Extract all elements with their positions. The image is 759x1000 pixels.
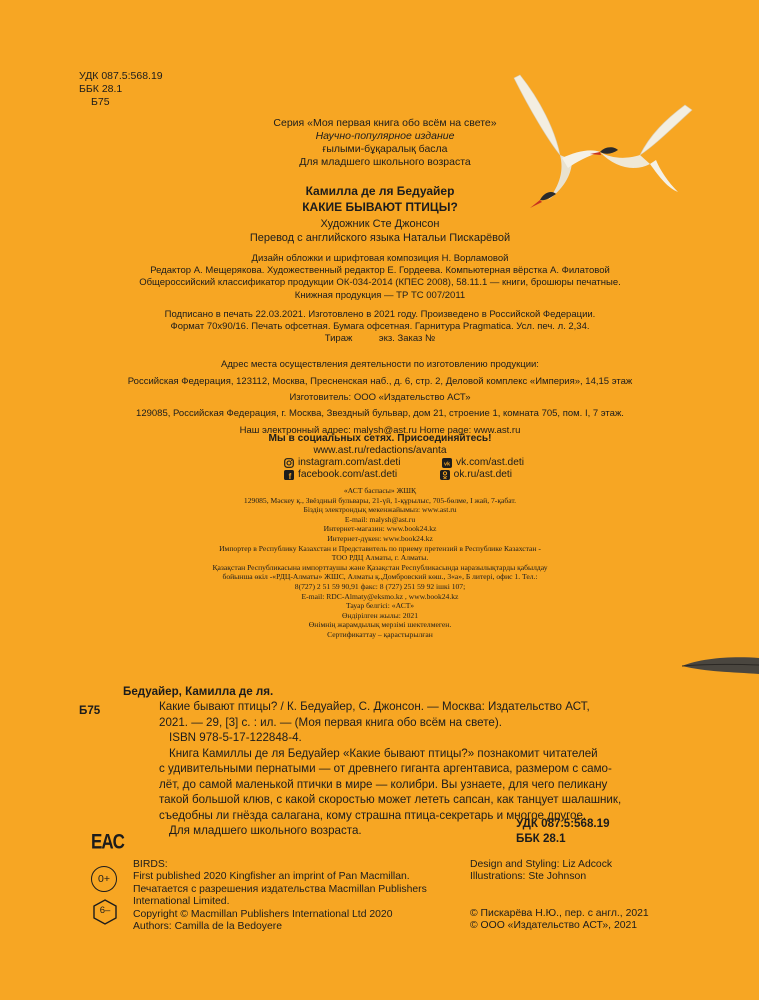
svg-text:f: f [288, 471, 292, 480]
series-block [250, 117, 520, 169]
title-block [210, 183, 550, 245]
bib-isbn: ISBN 978-5-17-122848-4. [169, 731, 302, 745]
svg-text:vk: vk [443, 460, 451, 467]
kz-line: ТОО РДЦ Алматы, г. Алматы. [331, 553, 429, 563]
kz-line: Интернет-магазин: www.book24.kz [323, 524, 437, 534]
bbk-top: ББК 28.1 [79, 83, 123, 95]
annotation-line: съедобны ли гнёзда салагана, кому страшна птица-секретарь и многое другое. [159, 808, 587, 822]
copyright-block [470, 908, 649, 933]
address-line: Российская Федерация, 123112, Москва, Пресненская наб., д. 6, стр. 2, Деловой комплекс «Империя», 14,15 этаж [127, 376, 633, 387]
english-right-credits [470, 859, 612, 884]
series-line: Серия «Моя первая книга обо всём на свете» [273, 117, 497, 129]
kz-line: Өнімнің жарамдылық мерзімі шектелмеген. [308, 620, 452, 630]
copyright-line: © ООО «Издательство АСТ», 2021 [470, 920, 638, 932]
kz-line: 8(727) 2 51 59 90,91 факс: 8 (727) 251 59 92 ішкі 107; [294, 581, 466, 591]
instagram-icon [284, 458, 294, 468]
annotation-line: лёт, до самой маленькой птички в мире — колибри. Вы узнаете, для чего пеликану [159, 777, 608, 791]
classification-top [79, 70, 163, 109]
book-title: КАКИЕ БЫВАЮТ ПТИЦЫ? [302, 200, 458, 214]
bib-line2: 2021. — 29, [3] с. : ил. — (Моя первая книга обо всём на свете). [159, 715, 502, 729]
social-block [220, 433, 540, 457]
kz-line: 129085, Мәскеу қ., Звёздный бульвары, 21-үй, 1-құрылыс, 705-бөлме, I жай, 7-қабат. [243, 495, 517, 505]
tern-right [590, 105, 692, 192]
instagram-link[interactable] [284, 457, 400, 468]
social-heading: Мы в социальных сетях. Присоединяйтесь! [268, 433, 492, 444]
vk-link[interactable] [442, 457, 524, 468]
kz-block [160, 486, 600, 640]
english-line: Печатается с разрешения издательства Macmillan Publishers [133, 883, 427, 895]
bib-bbk: ББК 28.1 [516, 832, 566, 846]
english-line: International Limited. [133, 896, 230, 908]
english-line: Authors: Camilla de la Bedoyere [133, 921, 283, 933]
annotation-line: такой большой клюв, с какой скоростью может лететь сапсан, как танцует шалашник, [159, 793, 622, 807]
editors-credit: Редактор А. Мещерякова. Художественный редактор Е. Гордеева. Компьютерная вёрстка А. Филатовой [150, 265, 610, 277]
bib-classification [516, 816, 610, 847]
classifier-line: Общероссийский классификатор продукции ОК-034-2014 (КПЕС 2008), 58.11.1 — книги, брошюры печатные. [139, 277, 621, 289]
bib-author-heading: Бедуайер, Камилла де ля. [123, 685, 274, 698]
maker-address: 129085, Российская Федерация, г. Москва, Звездный бульвар, дом 21, строение 1, комната 705, пом. I, 7 этаж. [136, 408, 624, 419]
social-links [284, 457, 524, 480]
address-block [90, 356, 670, 440]
annotation-line: Книга Камиллы де ля Бедуайер «Какие бывают птицы?» познакомит читателей [169, 747, 598, 760]
illustrations-line: Illustrations: Ste Johnson [470, 871, 587, 883]
design-styling-line: Design and Styling: Liz Adcock [470, 859, 613, 870]
ok-text: ok.ru/ast.deti [453, 469, 512, 480]
annotation-audience: Для младшего школьного возраста. [169, 824, 362, 838]
genre-ru: Научно-популярное издание [315, 130, 455, 142]
contacts-line: Наш электронный адрес: malysh@ast.ru Home page: www.ast.ru [239, 425, 521, 436]
instagram-text: instagram.com/ast.deti [298, 457, 401, 468]
kz-line: Өндірілген жылы: 2021 [341, 610, 418, 620]
address-label: Адрес места осуществления деятельности по изготовлению продукции: [221, 359, 539, 370]
kz-line: E-mail: malysh@ast.ru [344, 514, 416, 524]
facebook-text: facebook.com/ast.deti [298, 469, 398, 480]
book-author: Камилла де ля Бедуайер [305, 184, 455, 198]
kz-line: E-mail: RDC-Almaty@eksmo.kz , www.book24.kz [301, 591, 459, 601]
kz-line: «АСТ баспасы» ЖШҚ [343, 486, 417, 495]
age-rating-circle: 0+ [91, 866, 117, 892]
ok-link[interactable] [440, 469, 512, 480]
annotation-line: с удивительными пернатыми — от древнего гиганта аргентависа, размером с само- [159, 762, 612, 776]
vk-text: vk.com/ast.deti [456, 457, 524, 468]
translator-line: Перевод с английского языка Натальи Пискарёвой [249, 232, 511, 244]
bib-mark: Б75 [79, 704, 101, 717]
facebook-link[interactable] [284, 469, 397, 480]
kz-line: Импортер в Республику Казахстан и Представитель по приему претензий в Республике Казахстан - [219, 543, 541, 553]
genre-kz: ғылыми-бұқаралық басла [322, 143, 448, 155]
kz-line: Сертификаттау – қарастырылған [327, 629, 433, 639]
english-line: First published 2020 Kingfisher an imprint of Pan Macmillan. [133, 871, 410, 883]
product-line: Книжная продукция — ТР ТС 007/2011 [294, 289, 466, 301]
social-site-link[interactable]: www.ast.ru/redactions/avanta [313, 445, 447, 456]
vk-icon [442, 458, 452, 468]
kz-line: бойынша өкіл -«РДЦ-Алматы» ЖШС, Алматы қ.,Домбровский көш., 3«а», Б литері, офис 1. Тел.: [222, 572, 538, 582]
maker-line: Изготовитель: ООО «Издательство АСТ» [289, 392, 471, 403]
illustrator-line: Художник Сте Джонсон [320, 218, 440, 230]
bib-line1: Какие бывают птицы? / К. Бедуайер, С. Джонсон. — Москва: Издательство АСТ, [159, 700, 590, 714]
bib-record [123, 684, 643, 746]
audience-line: Для младшего школьного возраста [299, 156, 471, 168]
kz-line: Біздің электрондық мекенжайымыз: www.ast.ru [303, 505, 457, 515]
ok-icon [440, 470, 450, 480]
english-line: BIRDS: [133, 859, 168, 870]
bib-udk: УДК 087.5:568.19 [516, 817, 610, 830]
age-badge-text: 6– [99, 905, 111, 916]
copyright-line: © Пискарёва Н.Ю., пер. с англ., 2021 [470, 908, 649, 919]
english-line: Copyright © Macmillan Publishers International Ltd 2020 [133, 908, 393, 920]
signed-line: Подписано в печать 22.03.2021. Изготовлено в 2021 году. Произведено в Российской Федерации. [164, 309, 596, 320]
kz-line: Интернет-дүкен: www.book24.kz [327, 533, 433, 543]
feather-illustration [682, 652, 759, 678]
udk-top: УДК 087.5:568.19 [79, 70, 163, 82]
author-mark-top: Б75 [91, 96, 110, 108]
credits-block [110, 253, 650, 302]
run-line: Тираж экз. Заказ № [324, 333, 436, 345]
facebook-icon [284, 470, 294, 480]
english-credits [133, 859, 427, 933]
format-line: Формат 70x90/16. Печать офсетная. Бумага офсетная. Гарнитура Pragmatica. Усл. печ. л. 2,34. [170, 321, 590, 333]
design-credit: Дизайн обложки и шрифтовая композиция Н. Ворламовой [251, 253, 509, 264]
kz-line: Тауар белгісі: «АСТ» [345, 601, 415, 611]
printing-block [110, 309, 650, 346]
kz-line: Қазақстан Республикасына импорттаушы және Қазақстан Республикасында наразылықтарды қабылдау [212, 562, 548, 572]
eac-mark: EAC [91, 829, 124, 854]
